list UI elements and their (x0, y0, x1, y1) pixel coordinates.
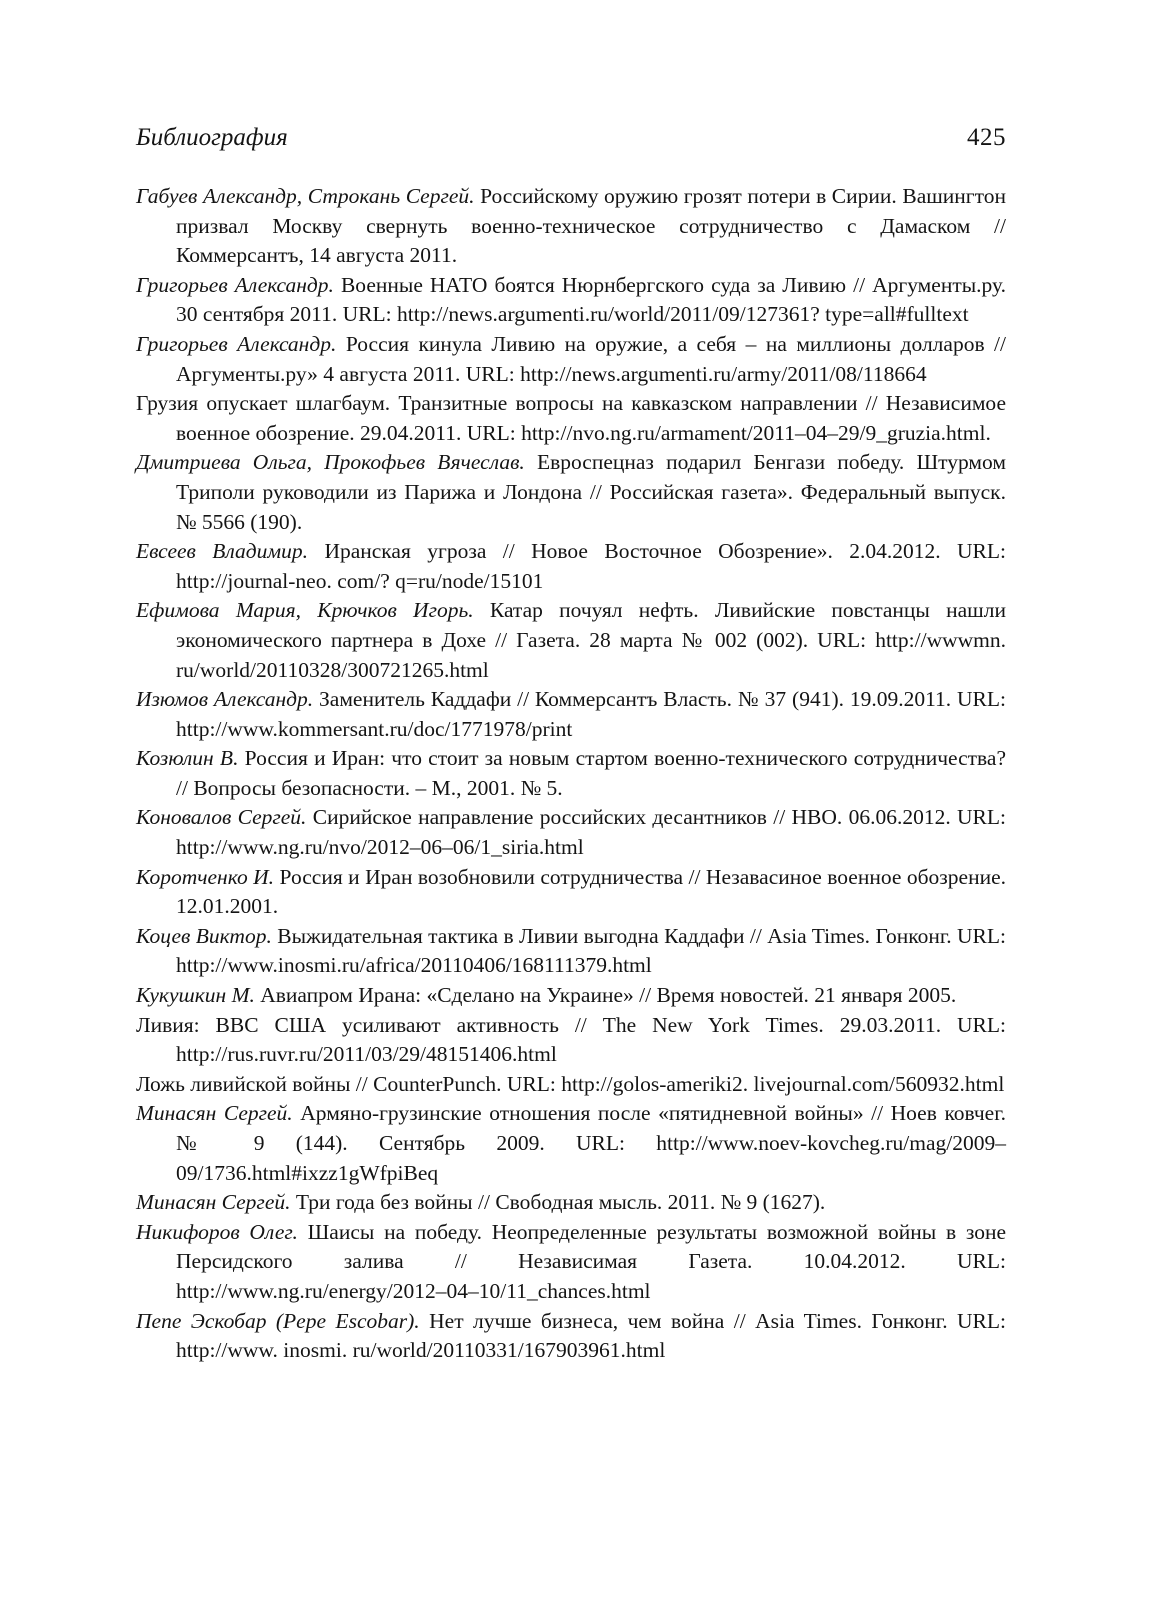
entry-author: Пепе Эскобар (Pepe Escobar). (136, 1308, 420, 1333)
entry-author: Минасян Сергей. (136, 1190, 291, 1215)
entry-author: Григорьев Александр. (136, 331, 337, 356)
bibliography-entry (136, 1070, 1006, 1100)
entry-text: Евроспецназ подарил Бенгази победу. Штурмом Триполи руководили из Парижа и Лондона // Российская газета». Федеральный выпуск. № 5566 (190). (176, 450, 1006, 534)
page-number: 425 (967, 124, 1006, 151)
entry-author: Коцев Виктор. (136, 923, 272, 948)
running-header (136, 124, 1006, 182)
entry-author: Коновалов Сергей. (136, 805, 307, 830)
bibliography-entry (136, 803, 1006, 862)
bibliography-entry (136, 863, 1006, 922)
entry-text: Три года без войны // Свободная мысль. 2011. № 9 (1627). (295, 1190, 826, 1215)
entry-author: Евсеев Владимир. (136, 539, 309, 564)
bibliography-entry (136, 271, 1006, 330)
entry-text: Заменитель Каддафи // Коммерсантъ Власть. № 37 (941). 19.09.2011. URL: http://www.kommersant.ru/doc/1771978/print (176, 687, 1006, 741)
bibliography-entry (136, 1218, 1006, 1307)
entry-text: Авиапром Ирана: «Сделано на Украине» // Время новостей. 21 января 2005. (260, 983, 957, 1008)
entry-author: Козюлин В. (136, 746, 239, 771)
entry-text: Армяно-грузинские отношения после «пятидневной войны» // Ноев ковчег. № 9 (144). Сентябрь 2009. URL: http://www.noev-kovcheg.ru/mag/2009–09/1736.html#ixzz1gWfpiBeq (176, 1101, 1006, 1185)
entry-author: Ефимова Мария, Крючков Игорь. (136, 598, 474, 623)
bibliography-entry (136, 922, 1006, 981)
bibliography-entry (136, 685, 1006, 744)
bibliography-entry (136, 744, 1006, 803)
bibliography-entry (136, 537, 1006, 596)
bibliography-entry (136, 1011, 1006, 1070)
section-title: Библиография (136, 124, 288, 151)
entry-text: Россия и Иран возобновили сотрудничества // Незавасиное военное обозрение. 12.01.2001. (176, 864, 1007, 919)
entry-author: Никифоров Олег. (136, 1219, 298, 1244)
entry-author: Коротченко И. (136, 864, 275, 889)
bibliography-entry (136, 1307, 1006, 1366)
entry-text: Грузия опускает шлагбаум. Транзитные вопросы на кавказском направлении // Независимое военное обозрение. 29.04.2011. URL: http://nvo.ng.ru/armament/2011–04–29/9_gruzia.html. (136, 391, 1006, 445)
entry-author: Минасян Сергей. (136, 1101, 293, 1126)
bibliography-entry (136, 182, 1006, 271)
entry-text: Ливия: ВВС США усиливают активность // The New York Times. 29.03.2011. URL: http://rus.ruvr.ru/2011/03/29/48151406.html (136, 1012, 1006, 1067)
entry-text: Нет лучше бизнеса, чем война // Asia Times. Гонконг. URL: http://www. inosmi. ru/world/20110331/167903961.html (176, 1308, 1006, 1363)
entry-text: Иранская угроза // Новое Восточное Обозрение». 2.04.2012. URL: http://journal-neo. com/? q=ru/node/15101 (176, 539, 1007, 593)
entry-text: Шаисы на победу. Неопределенные результаты возможной войны в зоне Персидского залива // Независимая Газета. 10.04.2012. URL: http://www.ng.ru/energy/2012–04–10/11_chances.html (176, 1219, 1007, 1303)
book-page (136, 124, 1006, 1366)
entry-author: Габуев Александр, Строкань Сергей. (136, 184, 475, 208)
entry-author: Кукушкин М. (136, 983, 255, 1008)
bibliography-entry (136, 389, 1006, 448)
bibliography-entry (136, 981, 1006, 1011)
bibliography-entry (136, 1099, 1006, 1188)
entry-author: Дмитриева Ольга, Прокофьев Вячеслав. (136, 450, 525, 475)
bibliography-list (136, 182, 1006, 1366)
bibliography-entry (136, 1188, 1006, 1218)
entry-author: Изюмов Александр. (136, 687, 314, 712)
bibliography-entry (136, 596, 1006, 685)
entry-text: Российскому оружию грозят потери в Сирии. Вашингтон призвал Москву свернуть военно-техническое сотрудничество с Дамаском // Коммерсантъ, 14 августа 2011. (176, 184, 1006, 268)
bibliography-entry (136, 330, 1006, 389)
entry-text: Катар почуял нефть. Ливийские повстанцы нашли экономического партнера в Дохе // Газета. 28 марта № 002 (002). URL: http://wwwmn. ru/world/20110328/300721265.html (176, 598, 1006, 682)
entry-text: Военные НАТО боятся Нюрнбергского суда за Ливию // Аргументы.ру. 30 сентября 2011. URL: http://news.argumenti.ru/world/2011/09/127361? type=all#fulltext (176, 272, 1006, 327)
entry-text: Сирийское направление российских десантников // НВО. 06.06.2012. URL: http://www.ng.ru/nvo/2012–06–06/1_siria.html (176, 805, 1007, 860)
entry-text: Выжидательная тактика в Ливии выгодна Каддафи // Asia Times. Гонконг. URL: http://www.inosmi.ru/africa/20110406/168111379.html (176, 923, 1007, 978)
entry-text: Россия кинула Ливию на оружие, а себя – на миллионы долларов // Аргументы.ру» 4 августа 2011. URL: http://news.argumenti.ru/army/2011/08/118664 (176, 331, 1006, 386)
entry-text: Россия и Иран: что стоит за новым стартом военно-технического сотрудничества? // Вопросы безопасности. – М., 2001. № 5. (176, 746, 1007, 800)
entry-text: Ложь ливийской войны // CounterPunch. URL: http://golos-ameriki2. livejournal.com/560932.html (136, 1071, 1005, 1096)
bibliography-entry (136, 448, 1006, 537)
entry-author: Григорьев Александр. (136, 272, 334, 297)
